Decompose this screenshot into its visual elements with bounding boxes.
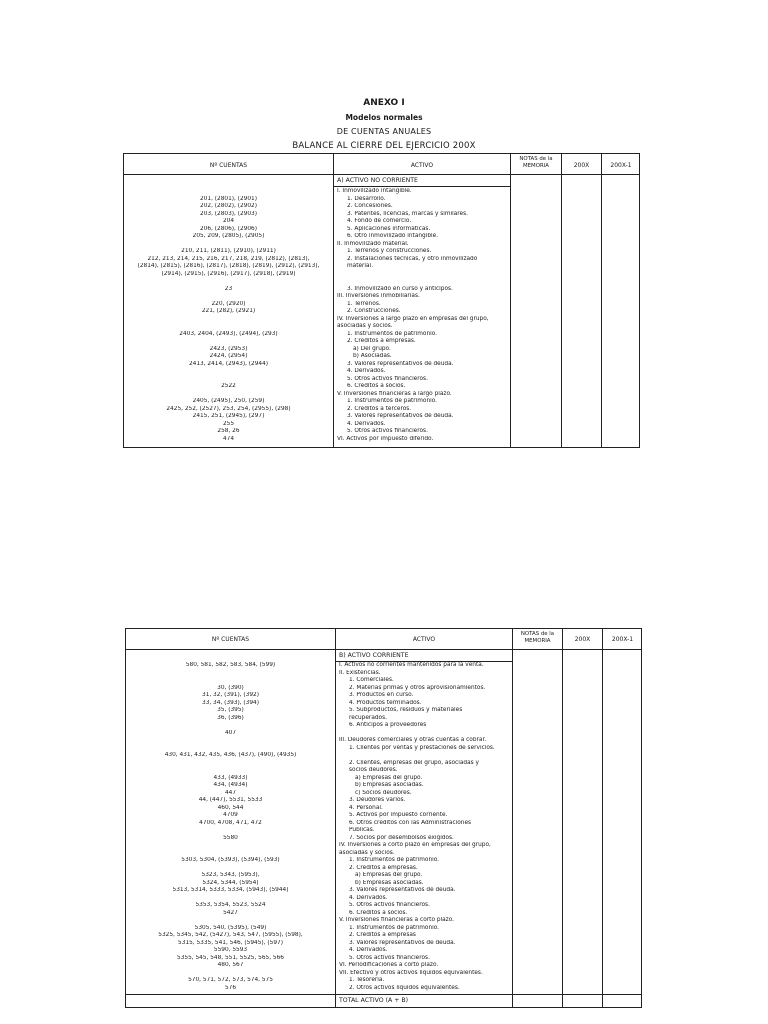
asset-item: 2. Materias primas y otros aprovisionamientos.: [349, 684, 486, 691]
asset-item: 2. Instalaciones técnicas, y otro inmovilizado: [347, 255, 478, 262]
asset-item: [339, 752, 511, 760]
account-codes: 206, (2806), (2906): [200, 225, 257, 232]
asset-item: IV. Inversiones a corto plazo en empresas del grupo,: [339, 842, 491, 848]
account-codes: 5580: [223, 834, 238, 841]
asset-item: 5. Otros activos financieros.: [349, 954, 430, 961]
asset-item: 3. Inmovilizado en curso y anticipos.: [347, 285, 453, 292]
accounts-list: [124, 188, 333, 443]
account-codes: [126, 895, 335, 903]
account-codes: 5305, 540, (5395), (549): [194, 924, 267, 931]
asset-item: 3. Valores representativos de deuda.: [347, 360, 454, 367]
account-codes: [124, 368, 333, 376]
account-codes: 36, (396): [217, 714, 244, 721]
account-codes: [126, 737, 335, 745]
account-codes: 201, (2801), (2901): [200, 195, 257, 202]
asset-item: 7. Socios por desembolsos exigidos.: [349, 834, 454, 841]
asset-item: 6. Otros créditos con las Administraciones: [349, 819, 472, 826]
asset-item: 1. Instrumentos de patrimonio.: [347, 398, 438, 404]
account-codes: 5324, 5344, (5954): [202, 879, 259, 886]
account-codes: (2814), (2815), (2816), (2817), (2818), (2819), (2912), (2913),: [137, 263, 320, 269]
asset-item: I. Activos no corrientes mantenidos para la venta.: [339, 662, 484, 668]
asset-item: 3. Valores representativos de deuda.: [349, 939, 456, 946]
asset-item: 1. Instrumentos de patrimonio.: [349, 857, 440, 863]
account-codes: [126, 970, 335, 978]
column-header-year: 200X: [574, 636, 591, 643]
account-codes: 5590, 5593: [213, 947, 248, 953]
column-header-accounts: Nº CUENTAS: [211, 636, 250, 643]
account-codes: 2423, (2953): [209, 345, 248, 352]
asset-item: asociadas y socios.: [339, 849, 395, 856]
asset-item: b) Empresas asociadas.: [355, 879, 424, 886]
account-codes: [124, 278, 333, 286]
column-header-asset: ACTIVO: [412, 636, 436, 643]
account-codes: 5353, 5354, 5523, 5524: [195, 902, 266, 908]
asset-item: 2. Créditos a terceros.: [347, 405, 412, 412]
asset-item: 6. Créditos a socios.: [349, 909, 408, 916]
asset-item: 4. Derivados.: [349, 894, 388, 901]
account-codes: 23: [224, 285, 233, 292]
asset-item: socios deudores.: [349, 767, 398, 773]
account-codes: (2914), (2915), (2916), (2917), (2918), (2919): [161, 270, 296, 277]
asset-item: [337, 278, 509, 286]
account-codes: 33, 34, (393), (394): [202, 699, 259, 706]
asset-item: 3. Deudores varios.: [349, 797, 406, 803]
asset-item: 5. Otros activos financieros.: [347, 428, 428, 434]
asset-item: Públicas.: [349, 827, 375, 833]
account-codes: 31, 32, (391), (392): [202, 692, 259, 698]
asset-item: 2. Concesiones.: [347, 203, 393, 209]
account-codes: [124, 188, 333, 196]
asset-item: 1. Terrenos y construcciones.: [347, 248, 432, 254]
account-codes: 430, 431, 432, 435, 436, (437), (490), (4935): [164, 752, 297, 758]
account-codes: 580, 581, 582, 583, 584, (599): [185, 662, 276, 668]
asset-item: 3. Productos en curso.: [349, 692, 414, 698]
account-codes: 5315, 5335, 541, 546, (5945), (597): [178, 939, 283, 946]
account-codes: [124, 391, 333, 399]
account-codes: [126, 722, 335, 730]
asset-item: I. Inmovilizado intangible.: [337, 188, 412, 194]
models-subtitle: Modelos normales: [345, 113, 423, 122]
annual-accounts-title: DE CUENTAS ANUALES: [336, 127, 432, 136]
account-codes: 2413, 2414, (2943), (2944): [188, 360, 269, 367]
balance-table-non-current: [123, 153, 640, 448]
account-codes: 5303, 5304, (5393), (5394), (593): [181, 857, 280, 863]
account-codes: 2415, 251, (2945), (297): [192, 413, 265, 419]
account-codes: 221, (282), (2921): [201, 308, 256, 314]
asset-item: IV. Inversiones a largo plazo en empresas del grupo,: [337, 315, 489, 322]
asset-item: III. Deudores comerciales y otras cuentas a cobrar.: [339, 737, 487, 743]
account-codes: 433, (4933): [213, 774, 248, 781]
asset-item: 1. Instrumentos de patrimonio.: [347, 330, 438, 337]
column-header-prior-year: 200X-1: [611, 636, 634, 643]
account-codes: 205, 209, (2805), (2905): [192, 233, 265, 239]
account-codes: 5427: [223, 909, 238, 916]
account-codes: 480, 567: [217, 962, 244, 968]
asset-item: b) Empresas asociadas.: [355, 782, 424, 788]
account-codes: [124, 323, 333, 331]
asset-item: 4. Derivados.: [349, 947, 388, 953]
asset-item: 6. Anticipos a proveedores: [349, 722, 427, 728]
account-codes: 447: [224, 789, 237, 796]
asset-item: 5. Subproductos, residuos y materiales: [349, 707, 463, 713]
account-codes: 4700, 4708, 471, 472: [199, 819, 262, 826]
asset-item: 5. Otros activos financieros.: [349, 902, 430, 908]
column-header-prior-year: 200X-1: [610, 162, 632, 169]
asset-item: a) Empresas del grupo.: [355, 872, 423, 878]
account-codes: 4709: [223, 812, 238, 818]
account-codes: [124, 338, 333, 346]
account-codes: 460, 544: [217, 804, 244, 811]
asset-item: 1. Clientes por ventas y prestaciones de servicios.: [349, 744, 495, 751]
asset-item: c) Socios deudores.: [355, 789, 412, 796]
asset-item: 6. Créditos a socios.: [347, 383, 406, 389]
accounts-list: [126, 662, 335, 992]
annex-title: ANEXO I: [363, 98, 405, 108]
account-codes: 2403, 2404, (2493), (2494), (293): [179, 330, 278, 337]
account-codes: 5313, 5314, 5333, 5334, (5943), (5944): [172, 887, 289, 893]
account-codes: [126, 677, 335, 685]
account-codes: 35, (395): [217, 707, 244, 713]
asset-item: 2. Construcciones.: [347, 308, 401, 314]
asset-item: VII. Efectivo y otros activos líquidos equivalentes.: [339, 969, 483, 976]
account-codes: 576: [224, 984, 237, 991]
asset-item: 4. Derivados.: [347, 420, 386, 427]
asset-item: 4. Fondo de comercio.: [347, 218, 412, 224]
section-non-current-assets: A) ACTIVO NO CORRIENTE: [337, 177, 418, 184]
asset-item: II. Existencias.: [339, 669, 381, 676]
account-codes: [124, 241, 333, 249]
account-codes: 220, (2920): [211, 300, 246, 307]
balance-title: BALANCE AL CIERRE DEL EJERCICIO 200X: [292, 141, 476, 151]
asset-item: V. Inversiones financieras a corto plazo.: [339, 917, 455, 923]
section-current-assets: B) ACTIVO CORRIENTE: [339, 652, 409, 659]
asset-item: a) Empresas del grupo.: [355, 774, 423, 781]
account-codes: [126, 745, 335, 753]
account-codes: 5325, 5345, 542, (5427), 543, 547, (5955), (598),: [158, 932, 303, 938]
account-codes: 407: [224, 729, 237, 736]
account-codes: 2522: [221, 383, 236, 389]
account-codes: 570, 571, 572, 573, 574, 575: [188, 977, 273, 983]
column-header-year: 200X: [573, 162, 590, 169]
asset-item: V. Inversiones financieras a largo plazo.: [337, 390, 452, 397]
asset-items-list: [339, 662, 511, 992]
asset-item: 3. Valores representativos de deuda.: [347, 413, 454, 419]
asset-item: 5. Activos por impuesto corriente.: [349, 812, 448, 818]
account-codes: [126, 827, 335, 835]
asset-item: [339, 730, 511, 738]
account-codes: 44, (447), 5531, 5533: [198, 797, 263, 803]
asset-item: VI. Activos por impuesto diferido.: [337, 435, 434, 442]
account-codes: [126, 842, 335, 850]
asset-items-list: [337, 188, 509, 443]
asset-item: b) Asociadas.: [353, 353, 392, 359]
account-codes: 5355, 545, 548, 551, 5525, 565, 566: [177, 954, 284, 961]
asset-item: 5. Aplicaciones informáticas.: [347, 225, 431, 232]
account-codes: [126, 767, 335, 775]
asset-item: asociadas y socios.: [337, 323, 393, 329]
asset-item: recuperados.: [349, 714, 387, 721]
account-codes: 210, 211, (2811), (2910), (2911): [181, 248, 276, 254]
asset-item: 3. Valores representativos de deuda.: [349, 887, 456, 893]
asset-item: VI. Periodificaciones a corto plazo.: [339, 962, 439, 968]
column-header-notes: NOTAS de la MEMORIA: [520, 631, 555, 644]
asset-item: 2. Créditos a empresas: [349, 932, 416, 938]
account-codes: [126, 917, 335, 925]
asset-item: 1. Desarrollo.: [347, 195, 386, 202]
account-codes: 474: [222, 435, 235, 442]
asset-item: 2. Clientes, empresas del grupo, asociadas y: [349, 759, 479, 766]
asset-item: 1. Terrenos.: [347, 300, 381, 307]
total-assets-label: TOTAL ACTIVO (A + B): [339, 997, 409, 1004]
column-header-asset: ACTIVO: [410, 162, 434, 169]
column-header-accounts: Nº CUENTAS: [209, 162, 248, 169]
account-codes: [124, 376, 333, 384]
account-codes: 30, (390): [217, 684, 244, 691]
asset-item: 1. Instrumentos de patrimonio.: [349, 924, 440, 931]
asset-item: III. Inversiones inmobiliarias.: [337, 293, 420, 299]
asset-item: II. Inmovilizado material.: [337, 240, 409, 247]
account-codes: 2424, (2954): [209, 353, 248, 359]
asset-item: 4. Personal.: [349, 804, 383, 811]
account-codes: 5323, 5343, (5953),: [201, 872, 260, 878]
account-codes: [126, 670, 335, 678]
account-codes: [124, 316, 333, 324]
asset-item: material.: [347, 263, 374, 269]
asset-item: 4. Derivados.: [347, 368, 386, 374]
account-codes: 255: [222, 420, 235, 427]
balance-table-current: [125, 628, 642, 1008]
account-codes: 434, (4934): [213, 782, 248, 788]
account-codes: [124, 293, 333, 301]
asset-item: 1. Comerciales.: [349, 677, 394, 683]
asset-item: a) Del grupo.: [353, 345, 391, 352]
account-codes: 212, 213, 214, 215, 216, 217, 218, 219, (2812), (2813),: [147, 255, 310, 262]
account-codes: 2425, 252, (2527), 253, 254, (2955), (298): [166, 405, 291, 412]
asset-item: 2. Créditos a empresas.: [349, 864, 418, 871]
asset-item: 1. Tesorería.: [349, 977, 385, 983]
asset-item: [337, 271, 509, 279]
account-codes: 203, (2803), (2903): [200, 210, 257, 217]
account-codes: 258, 26: [217, 428, 240, 434]
asset-item: 6. Otro inmovilizado intangible.: [347, 233, 439, 239]
asset-item: 3. Patentes, licencias, marcas y similares.: [347, 210, 468, 217]
account-codes: [126, 760, 335, 768]
asset-item: 5. Otros activos financieros.: [347, 375, 428, 382]
account-codes: 2405, (2495), 250, (259): [192, 398, 265, 404]
asset-item: 2. Créditos a empresas.: [347, 338, 416, 344]
column-header-notes: NOTAS de la MEMORIA: [519, 156, 553, 169]
asset-item: 4. Productos terminados.: [349, 699, 422, 706]
account-codes: 204: [222, 218, 235, 224]
account-codes: [126, 850, 335, 858]
account-codes: 202, (2802), (2902): [200, 203, 257, 209]
account-codes: [126, 865, 335, 873]
asset-item: 2. Otros activos líquidos equivalentes.: [349, 984, 460, 991]
